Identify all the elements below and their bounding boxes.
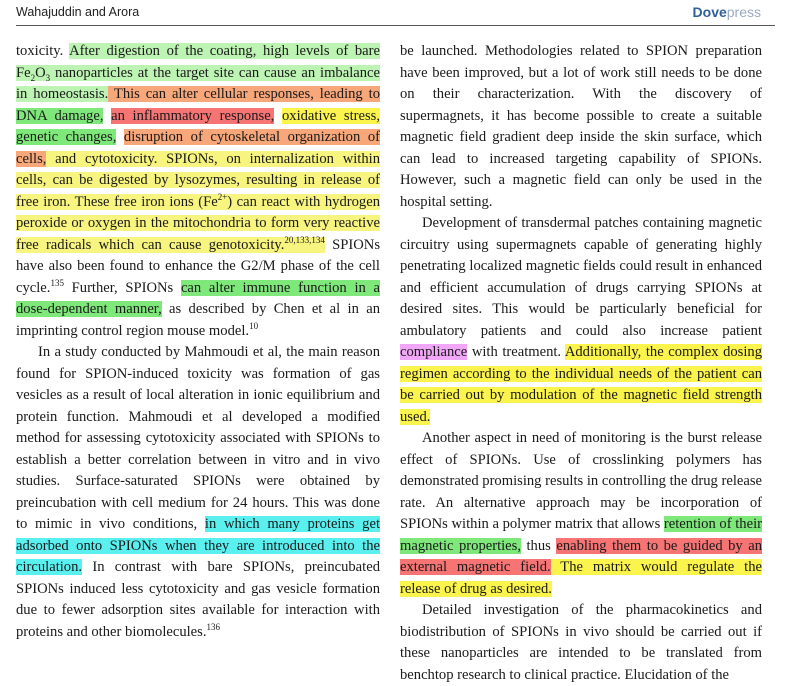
highlight-salmon: disruption of cytoskeletal organization of cells, <box>16 129 380 167</box>
text: Another aspect in need of monitoring is the burst release effect of SPIONs. Use of crosslinking polymers has demonstrated promising results in controlling the drug release rate. An alternative approach may be incorporation of SPIONs within a polymer matrix that allows <box>400 430 762 532</box>
citation[interactable]: 20,133,134 <box>284 234 325 245</box>
text: SPIONs have also been found to enhance the G2/M phase of the cell cycle. <box>16 236 380 296</box>
citation[interactable]: 135 <box>50 277 64 288</box>
text: with treatment. <box>467 344 565 360</box>
highlight-green-strong: DNA damage, <box>16 107 104 124</box>
superscript: 2+ <box>217 191 228 202</box>
brand-suffix: press <box>726 4 761 20</box>
highlight-green-strong: genetic changes, <box>16 129 117 145</box>
highlight-red: an inflammatory response, <box>111 107 275 124</box>
highlight-green-strong: can alter immune function in a dose-dependent manner, <box>16 279 380 317</box>
text: and cytotoxicity. SPIONs, on internalization within cells, can be digested by lysozymes, resulting in release of free iron. These free iron ions (Fe <box>16 150 380 210</box>
right-paragraph-4: Detailed investigation of the pharmacokinetics and biodistribution of SPIONs in vivo should be carried out if these nanoparticles are intended to be translated from benchtop research to clinical practice. Elucidation of the <box>400 602 762 683</box>
right-paragraph-3 <box>400 428 762 600</box>
left-paragraph-1 <box>16 41 380 342</box>
text: as described by Chen et al in an imprinting control region mouse model. <box>16 301 380 339</box>
highlight-cyan: in which many proteins get adsorbed onto SPIONs when they are introduced into the circulation. <box>16 516 380 575</box>
text: toxicity. <box>16 43 70 59</box>
citation[interactable]: 136 <box>206 621 220 632</box>
brand-main: Dove <box>692 4 727 20</box>
header-rule <box>16 25 775 26</box>
text: Further, SPIONs <box>63 279 181 296</box>
highlight-yellow: The matrix would regulate the release of drug as desired. <box>400 559 762 597</box>
text: nanoparticles at the target site can cause an imbalance in homeostasis. <box>16 64 380 102</box>
text: thus <box>521 537 557 554</box>
highlight-pink: compliance <box>400 344 468 360</box>
text: In contrast with bare SPIONs, preincubated SPIONs induced less cytotoxicity and gas vesicle formation due to fewer adsorption sites available for interaction with proteins and other biomolecules. <box>16 559 380 640</box>
left-column <box>16 41 380 643</box>
highlight-yellow: Additionally, the complex dosing regimen according to the individual needs of the patient can be carried out by modulation of the magnetic field strength used. <box>400 344 762 425</box>
highlight-salmon: This can alter cellular responses, leading to <box>108 86 380 102</box>
left-paragraph-2 <box>16 342 380 643</box>
text: ) can react with hydrogen peroxide or oxygen in the mitochondria to form very reactive free radicals which can cause genotoxicity. <box>16 193 380 253</box>
running-header-authors: Wahajuddin and Arora <box>16 5 140 19</box>
subscript: 2 <box>30 72 36 83</box>
publisher-logo[interactable] <box>693 4 761 20</box>
text: In a study conducted by Mahmoudi et al, the main reason found for SPION-induced toxicity was formation of gas vesicles as a result of local alteration in ionic equilibrium and protein function. Mahmoudi et al developed a modified method for assessing cytotoxicity associated with SPIONs to establish a better correlation between in vitro and in vivo studies. Surface-saturated SPIONs were obtained by preincubation with cell medium for 24 hours. This was done to mimic in vivo conditions, <box>16 344 380 532</box>
text: Development of transdermal patches containing magnetic circuitry using supermagnets capable of generating highly penetrating localized magnetic fields could result in enhanced and efficient accumulation of drugs carrying SPIONs at desired sites. This would be particularly beneficial for ambulatory patients and could also increase patient <box>400 215 762 339</box>
right-column <box>400 41 762 686</box>
text: After digestion of the coating, high levels of bare Fe <box>16 43 380 81</box>
right-paragraph-1: be launched. Methodologies related to SPION preparation have been improved, but a lot of work still needs to be done on their characterization. With the discovery of supermagnets, it has become possible to create a suitable magnetic field gradient deep inside the skin surface, which can lead to increased targeting capability of SPIONs. However, such a magnetic field can only be used in the hospital setting. <box>400 43 762 210</box>
highlight-red: enabling them to be guided by an external magnetic field. <box>400 537 763 575</box>
text: O <box>35 64 46 81</box>
citation[interactable]: 10 <box>249 320 259 331</box>
subscript: 3 <box>45 72 51 83</box>
right-paragraph-2 <box>400 213 762 428</box>
highlight-green-strong: retention of their magnetic properties, <box>400 516 762 554</box>
highlight-yellow: oxidative stress, <box>281 107 380 124</box>
